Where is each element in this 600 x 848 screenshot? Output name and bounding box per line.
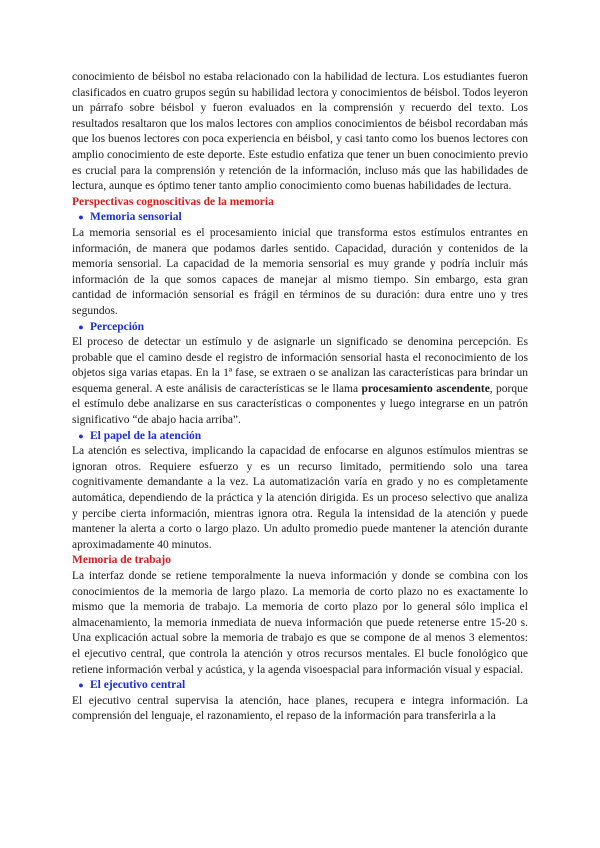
text-run: , porque el estímulo debe analizarse en sus características o componentes y luego integrarse en un patrón significativo “de abajo hacia arriba”. [72,382,528,427]
paragraph-percepcion [72,335,528,429]
heading-text: El papel de la atención [90,429,202,442]
heading-text: El ejecutivo central [90,679,186,692]
paragraph-intro: conocimiento de béisbol no estaba relacionado con la habilidad de lectura. Los estudiantes fueron clasificados en cuatro grupos según su habilidad lectora y conocimientos de béisbol. Todos leyeron un párrafo sobre béisbol y fueron evaluados en la comprensión y recuerdo del texto. Los resultados resaltaron que los malos lectores con amplios conocimientos de béisbol recordaban más que los buenos lectores con poca experiencia en béisbol, y casi tanto como los buenos lectores con amplio conocimiento de este deporte. Este estudio enfatiza que tener un buen conocimiento previo es crucial para la comprensión y retención de la información, incluso más que las habilidades de lectura, aunque es óptimo tener tanto amplio conocimiento como buenas habilidades de lectura. [72,71,528,193]
bullet-icon: ● [78,680,84,691]
paragraph-trabajo: La interfaz donde se retiene temporalmente la nueva información y donde se combina con los conocimientos de la memoria de largo plazo. La memoria de corto plazo no es exactamente lo mismo que la memoria de trabajo. La memoria de corto plazo por lo general sólo implica el almacenamiento, la memoria inmediata de nueva información que puede retenerse entre 15-20 s. Una explicación actual sobre la memoria de trabajo es que se compone de al menos 3 elementos: el ejecutivo central, que controla la atención y otros recursos mentales. El bucle fonológico que retiene información verbal y acústica, y la agenda visoespacial para información visual y espacial. [72,570,528,676]
bullet-icon: ● [78,321,84,332]
heading-percepcion [72,320,528,336]
heading-memoria-sensorial [72,210,528,226]
heading-perspectivas: Perspectivas cognoscitivas de la memoria [72,195,274,208]
bullet-icon: ● [78,430,84,441]
bold-term: procesamiento ascendente [361,382,490,395]
heading-memoria-trabajo: Memoria de trabajo [72,554,171,567]
text-run: El proceso de detectar un estímulo y de asignarle un significado se denomina percepción. Es probable que el camino desde el registro de información sensorial hasta el reconocimiento de los objetos siga varias etapas. En la 1ª fase, se extraen o se analizan las características para brindar un esquema general. A este análisis de características se le llama [72,336,528,395]
paragraph-sensorial: La memoria sensorial es el procesamiento inicial que transforma estos estímulos entrantes en información, de manera que podamos darles sentido. Capacidad, duración y contenidos de la memoria sensorial. La capacidad de la memoria sensorial es muy grande y podría incluir más información de la que somos capaces de manejar al mismo tiempo. Sin embargo, esta gran cantidad de información sensorial es frágil en términos de su duración: dura entre uno y tres segundos. [72,226,528,317]
heading-text: Memoria sensorial [90,211,182,224]
paragraph-atencion: La atención es selectiva, implicando la capacidad de enfocarse en algunos estímulos mientras se ignoran otros. Requiere esfuerzo y es un recurso limitado, permitiendo solo una tarea cognitivamente demandante a la vez. La automatización varía en grado y no es completamente automática, dependiendo de la práctica y la atención dirigida. Es un proceso selectivo que analiza y percibe cierta información, mientras ignora otra. Regula la intensidad de la atención y puede mantener la alerta a corto o largo plazo. Un adulto promedio puede mantener la atención durante aproximadamente 40 minutos. [72,445,528,551]
bullet-icon: ● [78,212,84,223]
document-page [72,70,528,725]
heading-atencion [72,429,528,445]
heading-text: Percepción [90,320,145,333]
paragraph-ejecutivo: El ejecutivo central supervisa la atención, hace planes, recupera e integra información. La comprensión del lenguaje, el razonamiento, el repaso de la información para transferirla a la [72,694,528,723]
heading-ejecutivo-central [72,678,528,694]
